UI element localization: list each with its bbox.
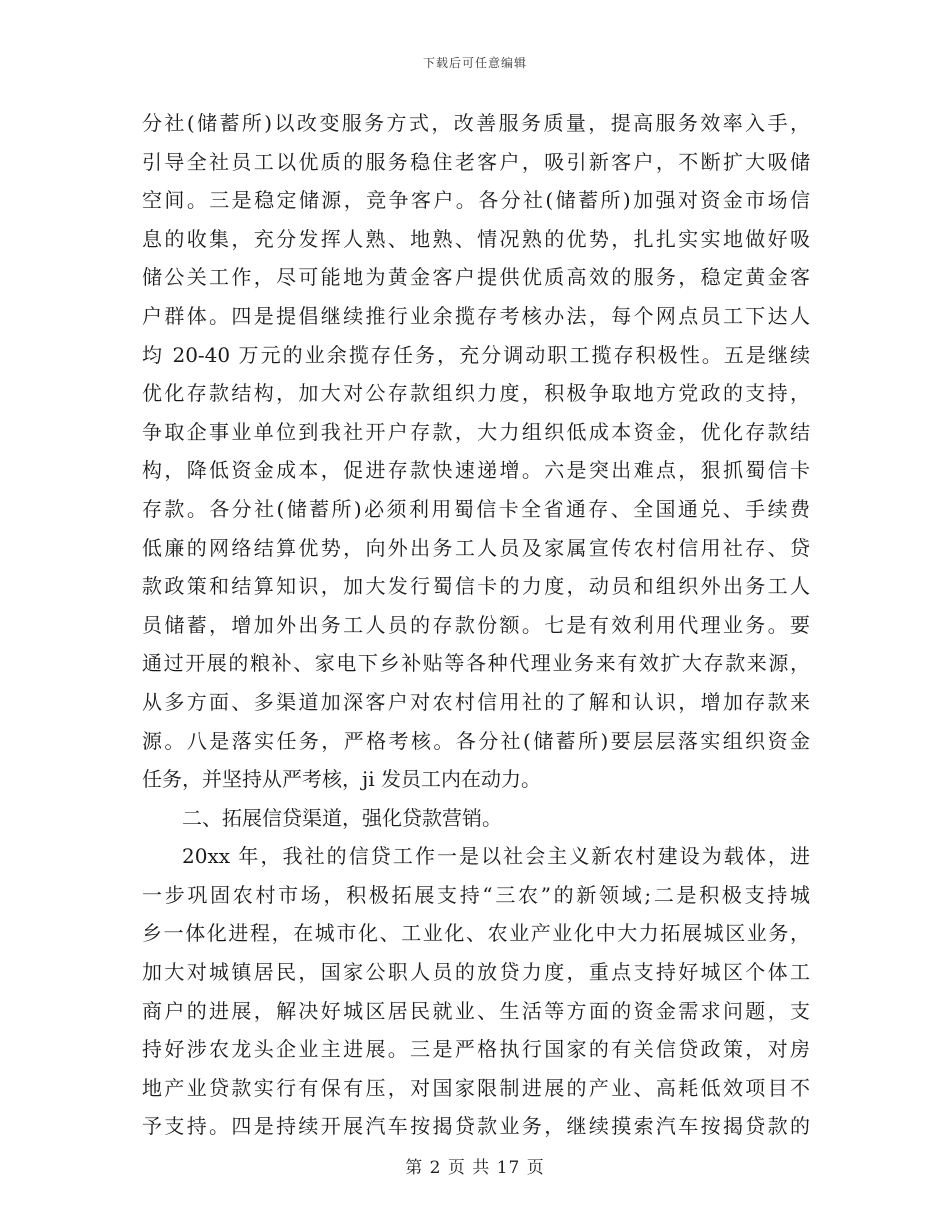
text-line: 低廉的网络结算优势，向外出务工人员及家属宣传农村信用社存、贷 [142, 535, 810, 560]
page-number: 第 2 页 共 17 页 [405, 1158, 545, 1178]
text-line: 优化存款结构，加大对公存款组织力度，积极争取地方党政的支持， [142, 381, 810, 406]
document-body [142, 104, 810, 1146]
text-line: 通过开展的粮补、家电下乡补贴等各种代理业务来有效扩大存款来源， [142, 651, 810, 676]
text-line: 构，降低资金成本，促进存款快速递增。六是突出难点，狠抓蜀信卡 [142, 458, 810, 483]
text-line: 20xx 年，我社的信贷工作一是以社会主义新农村建设为载体，进 [182, 844, 810, 869]
text-line: 户群体。四是提倡继续推行业余揽存考核办法，每个网点员工下达人 [142, 303, 810, 328]
section-heading: 二、拓展信贷渠道，强化贷款营销。 [182, 805, 502, 830]
text-line: 予支持。四是持续开展汽车按揭贷款业务，继续摸索汽车按揭贷款的 [142, 1114, 810, 1139]
text-line: 存款。各分社(储蓄所)必须利用蜀信卡全省通存、全国通兑、手续费 [142, 496, 810, 521]
text-line: 均 20-40 万元的业余揽存任务，充分调动职工揽存积极性。五是继续 [142, 342, 810, 367]
text-line: 息的收集，充分发挥人熟、地熟、情况熟的优势，扎扎实实地做好吸 [142, 226, 810, 251]
text-line: 商户的进展，解决好城区居民就业、生活等方面的资金需求问题，支 [142, 998, 810, 1023]
text-line: 源。八是落实任务，严格考核。各分社(储蓄所)要层层落实组织资金 [142, 728, 810, 753]
text-line: 储公关工作，尽可能地为黄金客户提供优质高效的服务，稳定黄金客 [142, 265, 810, 290]
text-line: 员储蓄，增加外出务工人员的存款份额。七是有效利用代理业务。要 [142, 612, 810, 637]
text-line: 引导全社员工以优质的服务稳住老客户，吸引新客户，不断扩大吸储 [142, 149, 810, 174]
text-line: 分社(储蓄所)以改变服务方式，改善服务质量，提高服务效率入手， [142, 111, 810, 135]
text-line: 空间。三是稳定储源，竞争客户。各分社(储蓄所)加强对资金市场信 [142, 188, 810, 213]
text-line: 乡一体化进程，在城市化、工业化、农业产业化中大力拓展城区业务， [142, 921, 810, 946]
text-line: 持好涉农龙头企业主进展。三是严格执行国家的有关信贷政策，对房 [142, 1037, 810, 1062]
text-line: 争取企事业单位到我社开户存款，大力组织低成本资金，优化存款结 [142, 419, 810, 444]
page-header: 下载后可任意编辑 [422, 56, 527, 70]
text-line: 地产业贷款实行有保有压，对国家限制进展的产业、高耗低效项目不 [142, 1075, 810, 1100]
text-line: 一步巩固农村市场，积极拓展支持“三农”的新领域;二是积极支持城 [142, 882, 810, 907]
text-line: 任务，并坚持从严考核，ji 发员工内在动力。 [142, 767, 541, 792]
text-line: 从多方面、多渠道加深客户对农村信用社的了解和认识，增加存款来 [142, 689, 810, 714]
text-line: 加大对城镇居民，国家公职人员的放贷力度，重点支持好城区个体工 [142, 960, 810, 985]
text-line: 款政策和结算知识，加大发行蜀信卡的力度，动员和组织外出务工人 [142, 574, 810, 599]
